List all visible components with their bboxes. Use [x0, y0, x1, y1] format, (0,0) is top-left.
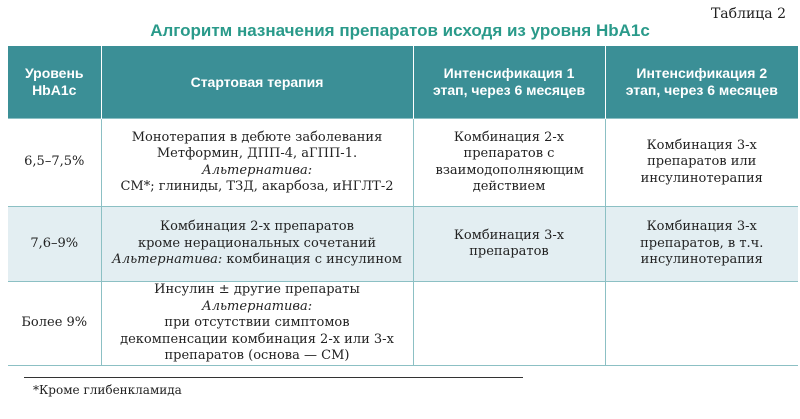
table-header-row: [8, 46, 798, 119]
start-therapy-cell: [101, 119, 413, 207]
stage2-cell: Комбинация 3-х препаратов или инсулинотерапия: [605, 119, 798, 207]
alternative-text: при отсутствии симптомов декомпенсации комбинация 2-х или 3-х препаратов (основа — СМ): [120, 315, 394, 363]
footnote-divider: [24, 377, 523, 378]
table-row: [8, 282, 798, 366]
start-therapy-line: Метформин, ДПП-4, аГПП-1.: [156, 146, 358, 161]
alternative-label: Альтернатива:: [201, 298, 313, 314]
header-start-therapy: Стартовая терапия: [101, 46, 413, 119]
start-therapy-line: Инсулин ± другие препараты: [154, 282, 360, 297]
level-cell: Более 9%: [8, 282, 101, 366]
start-therapy-line: Комбинация 2-х препаратов: [160, 219, 354, 235]
alternative-text: комбинация с инсулином: [222, 252, 402, 268]
start-therapy-line: Монотерапия в дебюте заболевания: [131, 129, 383, 145]
stage2-cell: [605, 282, 798, 366]
start-therapy-cell: [101, 207, 413, 282]
stage1-cell: Комбинация 3-х препаратов: [413, 207, 605, 282]
alternative-label: Альтернатива:: [201, 162, 313, 178]
table-number-label: Таблица 2: [710, 6, 786, 22]
table-title: Алгоритм назначения препаратов исходя из уровня HbA1c: [150, 21, 650, 40]
level-cell: 6,5–7,5%: [8, 119, 101, 207]
table-row: [8, 119, 798, 207]
footnote: *Кроме глибенкламида: [33, 383, 182, 397]
header-hba1c-level: Уровень HbA1c: [8, 46, 101, 119]
start-therapy-line: кроме нерациональных сочетаний: [137, 235, 377, 251]
header-intensification-1: Интенсификация 1 этап, через 6 месяцев: [413, 46, 605, 119]
alternative-line: [106, 252, 409, 269]
stage2-cell: Комбинация 3-х препаратов, в т.ч. инсулинотерапия: [605, 207, 798, 282]
hba1c-algorithm-table: [8, 46, 798, 366]
stage1-cell: Комбинация 2-х препаратов с взаимодополняющим действием: [413, 119, 605, 207]
stage1-cell: [413, 282, 605, 366]
header-intensification-2: Интенсификация 2 этап, через 6 месяцев: [605, 46, 798, 119]
alternative-label: Альтернатива:: [112, 252, 223, 268]
table-row: [8, 207, 798, 282]
alternative-text: СМ*; глиниды, ТЗД, акарбоза, иНГЛТ-2: [120, 179, 394, 194]
level-cell: 7,6–9%: [8, 207, 101, 282]
start-therapy-cell: [101, 282, 413, 366]
